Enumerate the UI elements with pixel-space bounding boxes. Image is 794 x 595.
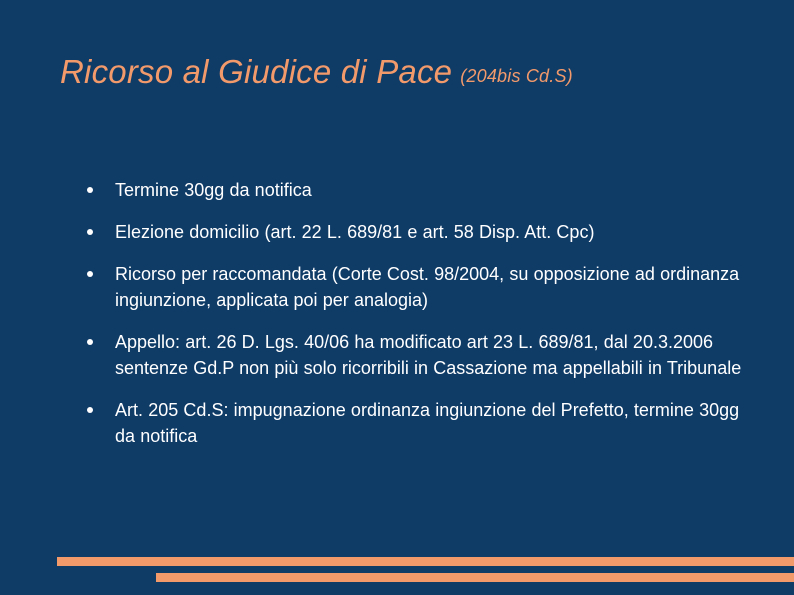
slide-title	[60, 50, 780, 99]
bullet-text: Art. 205 Cd.S: impugnazione ordinanza ingiunzione del Prefetto, termine 30gg da notifica	[115, 400, 740, 446]
bullet-dot-icon	[87, 271, 93, 277]
bullet-item	[84, 177, 764, 203]
bullet-dot-icon	[87, 339, 93, 345]
bullet-text: Appello: art. 26 D. Lgs. 40/06 ha modificato art 23 L. 689/81, dal 20.3.2006 sentenze Gd.P non più solo ricorribili in Cassazione ma appellabili in Tribunale	[115, 332, 742, 378]
title-main: Ricorso al Giudice di Pace	[60, 53, 453, 90]
bullet-dot-icon	[87, 407, 93, 413]
decorative-stripe-bottom	[156, 573, 794, 582]
bullet-item	[84, 219, 764, 245]
bullet-dot-icon	[87, 187, 93, 193]
bullet-text: Elezione domicilio (art. 22 L. 689/81 e art. 58 Disp. Att. Cpc)	[115, 222, 595, 242]
bullet-text: Ricorso per raccomandata (Corte Cost. 98/2004, su opposizione ad ordinanza ingiunzione, applicata poi per analogia)	[115, 264, 740, 310]
bullet-list	[84, 177, 764, 449]
bullet-item	[84, 397, 764, 449]
bullet-text: Termine 30gg da notifica	[115, 180, 312, 200]
bullet-item	[84, 261, 764, 313]
bullet-dot-icon	[87, 229, 93, 235]
bullet-item	[84, 329, 764, 381]
title-subtitle: (204bis Cd.S)	[460, 66, 573, 86]
decorative-stripe-top	[57, 557, 794, 566]
